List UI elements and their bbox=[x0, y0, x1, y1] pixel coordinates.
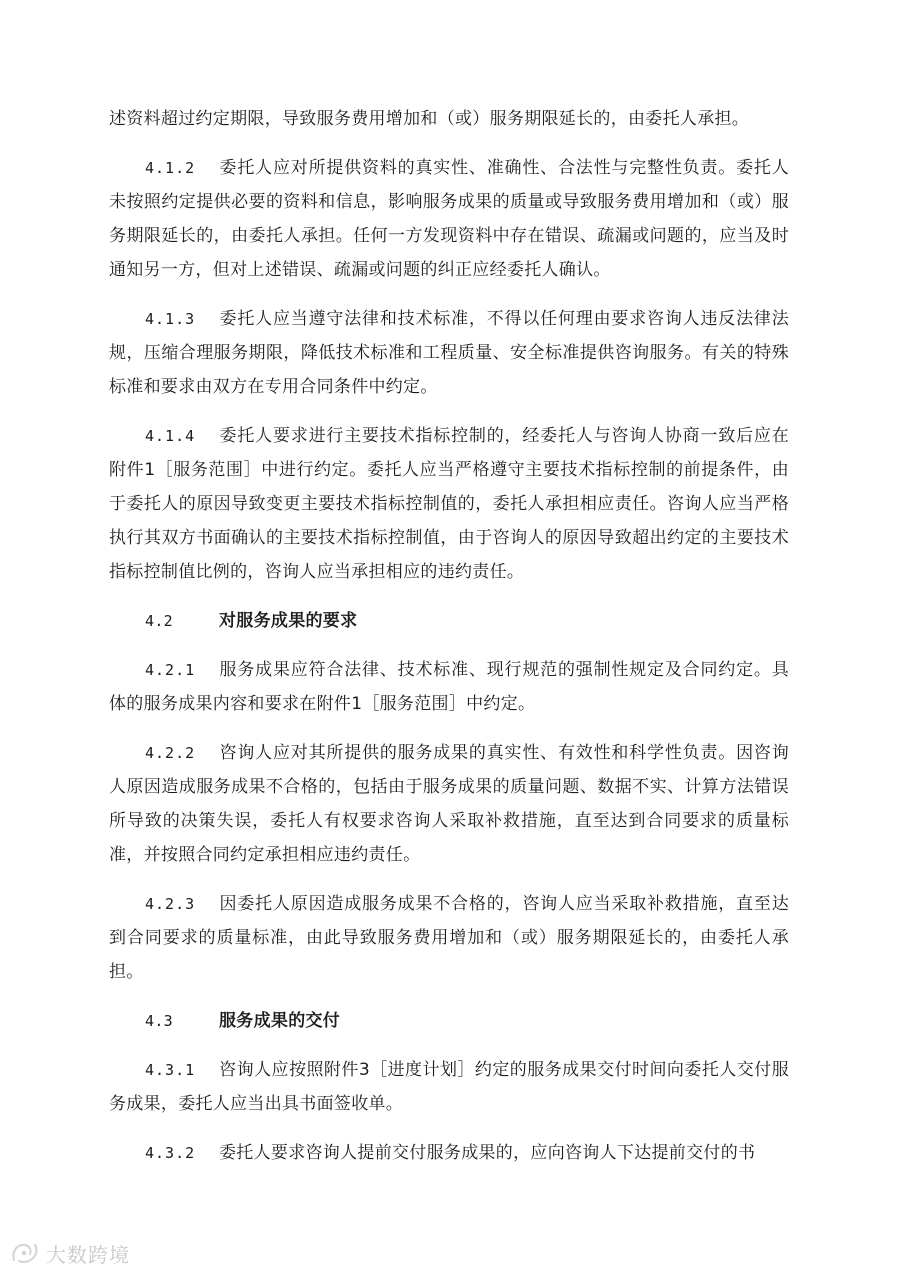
clause-text: 委托人应对所提供资料的真实性、准确性、合法性与完整性负责。委托人未按照约定提供必要的资料和信息，影响服务成果的质量或导致服务费用增加和（或）服务期限延长的，由委托人承担。任何一方发现资料中存在错误、疏漏或问题的，应当及时通知另一方，但对上述错误、疏漏或问题的纠正应经委托人确认。 bbox=[109, 158, 789, 280]
clause-4-2-2 bbox=[109, 736, 789, 872]
clause-number: 4.2.1 bbox=[145, 661, 196, 679]
clause-text: 因委托人原因造成服务成果不合格的，咨询人应当采取补救措施，直至达到合同要求的质量标准，由此导致服务费用增加和（或）服务期限延长的，由委托人承担。 bbox=[109, 894, 789, 982]
watermark-text: 大数跨境 bbox=[46, 1242, 130, 1267]
watermark-logo-icon bbox=[10, 1240, 40, 1266]
section-number: 4.3 bbox=[145, 1012, 173, 1030]
clause-4-2-1 bbox=[109, 653, 789, 721]
section-title: 对服务成果的要求 bbox=[219, 611, 358, 631]
clause-number: 4.2.2 bbox=[145, 744, 196, 762]
clause-number: 4.1.2 bbox=[145, 159, 196, 177]
clause-4-1-4 bbox=[109, 419, 789, 589]
clause-4-1-3 bbox=[109, 302, 789, 404]
section-title: 服务成果的交付 bbox=[219, 1011, 341, 1031]
clause-4-2-3 bbox=[109, 887, 789, 989]
section-heading-4-2 bbox=[109, 604, 789, 638]
clause-number: 4.2.3 bbox=[145, 895, 196, 913]
paragraph-text: 述资料超过约定期限，导致服务费用增加和（或）服务期限延长的，由委托人承担。 bbox=[109, 109, 750, 129]
clause-text: 咨询人应对其所提供的服务成果的真实性、有效性和科学性负责。因咨询人原因造成服务成果不合格的，包括由于服务成果的质量问题、数据不实、计算方法错误所导致的决策失误，委托人有权要求咨询人采取补救措施，直至达到合同要求的质量标准，并按照合同约定承担相应违约责任。 bbox=[109, 743, 789, 865]
clause-number: 4.1.3 bbox=[145, 310, 196, 328]
clause-number: 4.3.2 bbox=[145, 1144, 196, 1162]
clause-4-3-1 bbox=[109, 1053, 789, 1121]
clause-number: 4.3.1 bbox=[145, 1061, 196, 1079]
clause-text: 服务成果应符合法律、技术标准、现行规范的强制性规定及合同约定。具体的服务成果内容和要求在附件1［服务范围］中约定。 bbox=[109, 660, 789, 714]
clause-text: 委托人应当遵守法律和技术标准，不得以任何理由要求咨询人违反法律法规，压缩合理服务期限，降低技术标准和工程质量、安全标准提供咨询服务。有关的特殊标准和要求由双方在专用合同条件中约定。 bbox=[109, 309, 789, 397]
clause-number: 4.1.4 bbox=[145, 427, 196, 445]
section-heading-4-3 bbox=[109, 1004, 789, 1038]
clause-4-3-2 bbox=[109, 1136, 789, 1170]
section-number: 4.2 bbox=[145, 612, 173, 630]
clause-4-1-2 bbox=[109, 151, 789, 287]
document-body bbox=[109, 102, 789, 1185]
clause-text: 委托人要求进行主要技术指标控制的，经委托人与咨询人协商一致后应在附件1［服务范围］中进行约定。委托人应当严格遵守主要技术指标控制的前提条件，由于委托人的原因导致变更主要技术指标控制值的，委托人承担相应责任。咨询人应当严格执行其双方书面确认的主要技术指标控制值，由于咨询人的原因导致超出约定的主要技术指标控制值比例的，咨询人应当承担相应的违约责任。 bbox=[109, 426, 789, 582]
watermark bbox=[10, 1238, 130, 1268]
paragraph-continuation bbox=[109, 102, 789, 136]
clause-text: 委托人要求咨询人提前交付服务成果的，应向咨询人下达提前交付的书 bbox=[219, 1143, 756, 1163]
clause-text: 咨询人应按照附件3［进度计划］约定的服务成果交付时间向委托人交付服务成果，委托人应当出具书面签收单。 bbox=[109, 1060, 789, 1114]
